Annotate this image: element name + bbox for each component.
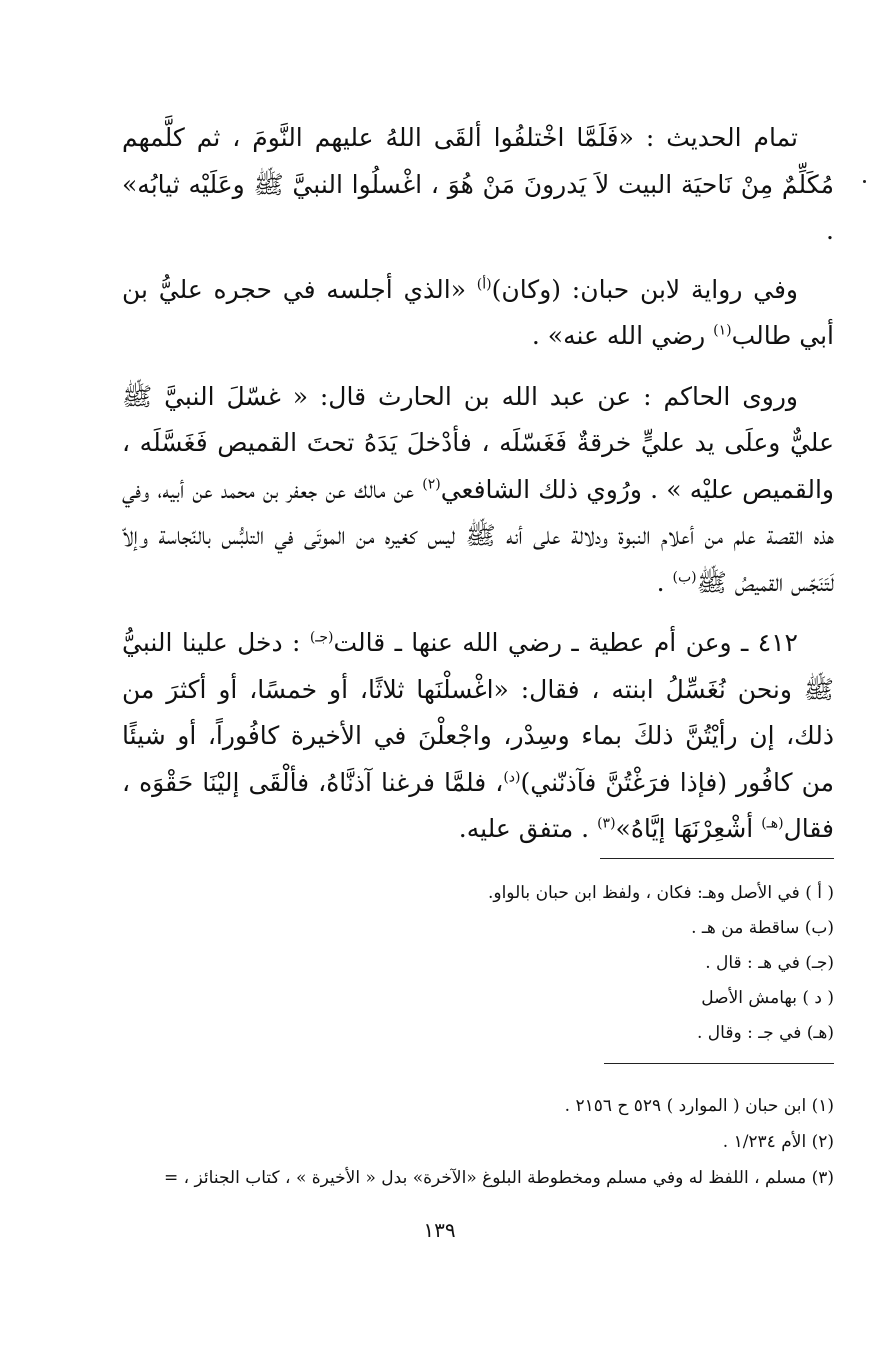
paragraph-text: ٤١٢ ـ وعن أم عطية ـ رضي الله عنها ـ قالت xyxy=(333,628,798,657)
variant-note: (ب) ساقطة من هـ . xyxy=(691,918,834,938)
paragraph xyxy=(122,620,834,853)
reference-note: (٣) مسلم ، اللفظ له وفي مسلم ومخطوطة البلوغ «الآخرة» بدل « الأخيرة » ، كتاب الجنائز ، = xyxy=(164,1168,834,1188)
variant-note: (جـ) في هـ : قال . xyxy=(705,953,834,973)
reference-note: (٢) الأم ١/٢٣٤ . xyxy=(722,1132,834,1152)
paragraph-text: تمام الحديث : «فَلَمَّا اخْتلفُوا ألقَى اللهُ عليهم النَّومَ ، ثم كلَّمهم مُكَلِّمٌ مِنْ نَاحيَة البيت لاَ يَدرونَ مَنْ هُوَ ، اغْسلُوا النبيَّ ﷺ وعَلَيْه ثيابُه» . xyxy=(122,123,834,245)
footnote-marker: (٣) xyxy=(597,815,616,832)
footnote-marker: (جـ) xyxy=(309,629,334,646)
variant-note: ( د ) بهامش الأصل xyxy=(701,988,834,1008)
footnote-marker: (٢) xyxy=(422,476,441,493)
main-text xyxy=(122,115,834,867)
reference-divider xyxy=(604,1063,834,1064)
paragraph xyxy=(122,267,834,360)
paragraph-text: : دخل علينا النبيُّ ﷺ ونحن نُغَسِّلُ ابنته ، فقال: «اغْسلْنَها ثلاثًا، أو خمسًا، أو أكثرَ من ذلك، إن رأيْتُنَّ ذلكَ بماء وسِدْر، واجْعلْنَ في الأخيرة كافُوراً، أو شيئًا من كافُور (فإذا فرَغْتُنَّ فآذنّني) xyxy=(122,628,834,797)
paragraph-text: وفي رواية لابن حبان: (وكان) xyxy=(491,274,799,304)
variant-note: (هـ) في جـ : وقال . xyxy=(696,1023,834,1043)
footnote-divider xyxy=(600,858,834,859)
footnote-marker: (أ) xyxy=(476,276,492,293)
footnote-marker: (د) xyxy=(503,769,521,786)
paragraph-text: . xyxy=(656,567,673,597)
footnote-marker: (١) xyxy=(713,322,732,339)
paragraph xyxy=(122,115,834,255)
paragraph-text: عن مالك عن جعفر بن محمد عن أبيه، وفي هذه القصة علم من أعلام النبوة ودلالة على أنه ﷺ ليس كغيره من الموتَى في التلبُّس بالنّجاسة وإلاّ لَتَنَجّس القميصُ ﷺ xyxy=(122,474,834,597)
footnote-marker: (هـ) xyxy=(761,815,784,832)
paragraph-text: ، فلمَّا فرغنا آذنَّاهُ، فألْقَى إليْنَا حَقْوَه ، فقال xyxy=(122,767,834,843)
paragraph-text: أشْعِرْنَهَا إيَّاهُ» xyxy=(615,814,762,843)
variant-notes xyxy=(360,876,834,1051)
scan-speck xyxy=(863,180,866,183)
page-number: ١٣٩ xyxy=(423,1218,456,1242)
reference-note: (١) ابن حبان ( الموارد ) ٥٢٩ ح ٢١٥٦ . xyxy=(564,1096,834,1116)
paragraph xyxy=(122,374,834,607)
paragraph-text: . متفق عليه. xyxy=(458,814,598,843)
footnote-marker: (ب) xyxy=(672,569,697,586)
paragraph-text: رضي الله عنه» . xyxy=(531,321,714,350)
paragraph-text: «الذي أجلسه في حجره عليُّ بن أبي طالب xyxy=(122,274,834,350)
reference-notes xyxy=(150,1088,834,1196)
variant-note: ( أ ) في الأصل وهـ: فكان ، ولفظ ابن حبان بالواو. xyxy=(487,883,834,903)
paragraph-text: وروى الحاكم : عن عبد الله بن الحارث قال: « غسّلَ النبيَّ ﷺ عليٌّ وعلَى يد عليٍّ خرقةٌ فَغَسّلَه ، فأدْخلَ يَدَهُ تحتَ القميص فَغَسَّلَه ، والقميص عليْه » . ورُوي ذلك الشافعي xyxy=(122,381,834,504)
